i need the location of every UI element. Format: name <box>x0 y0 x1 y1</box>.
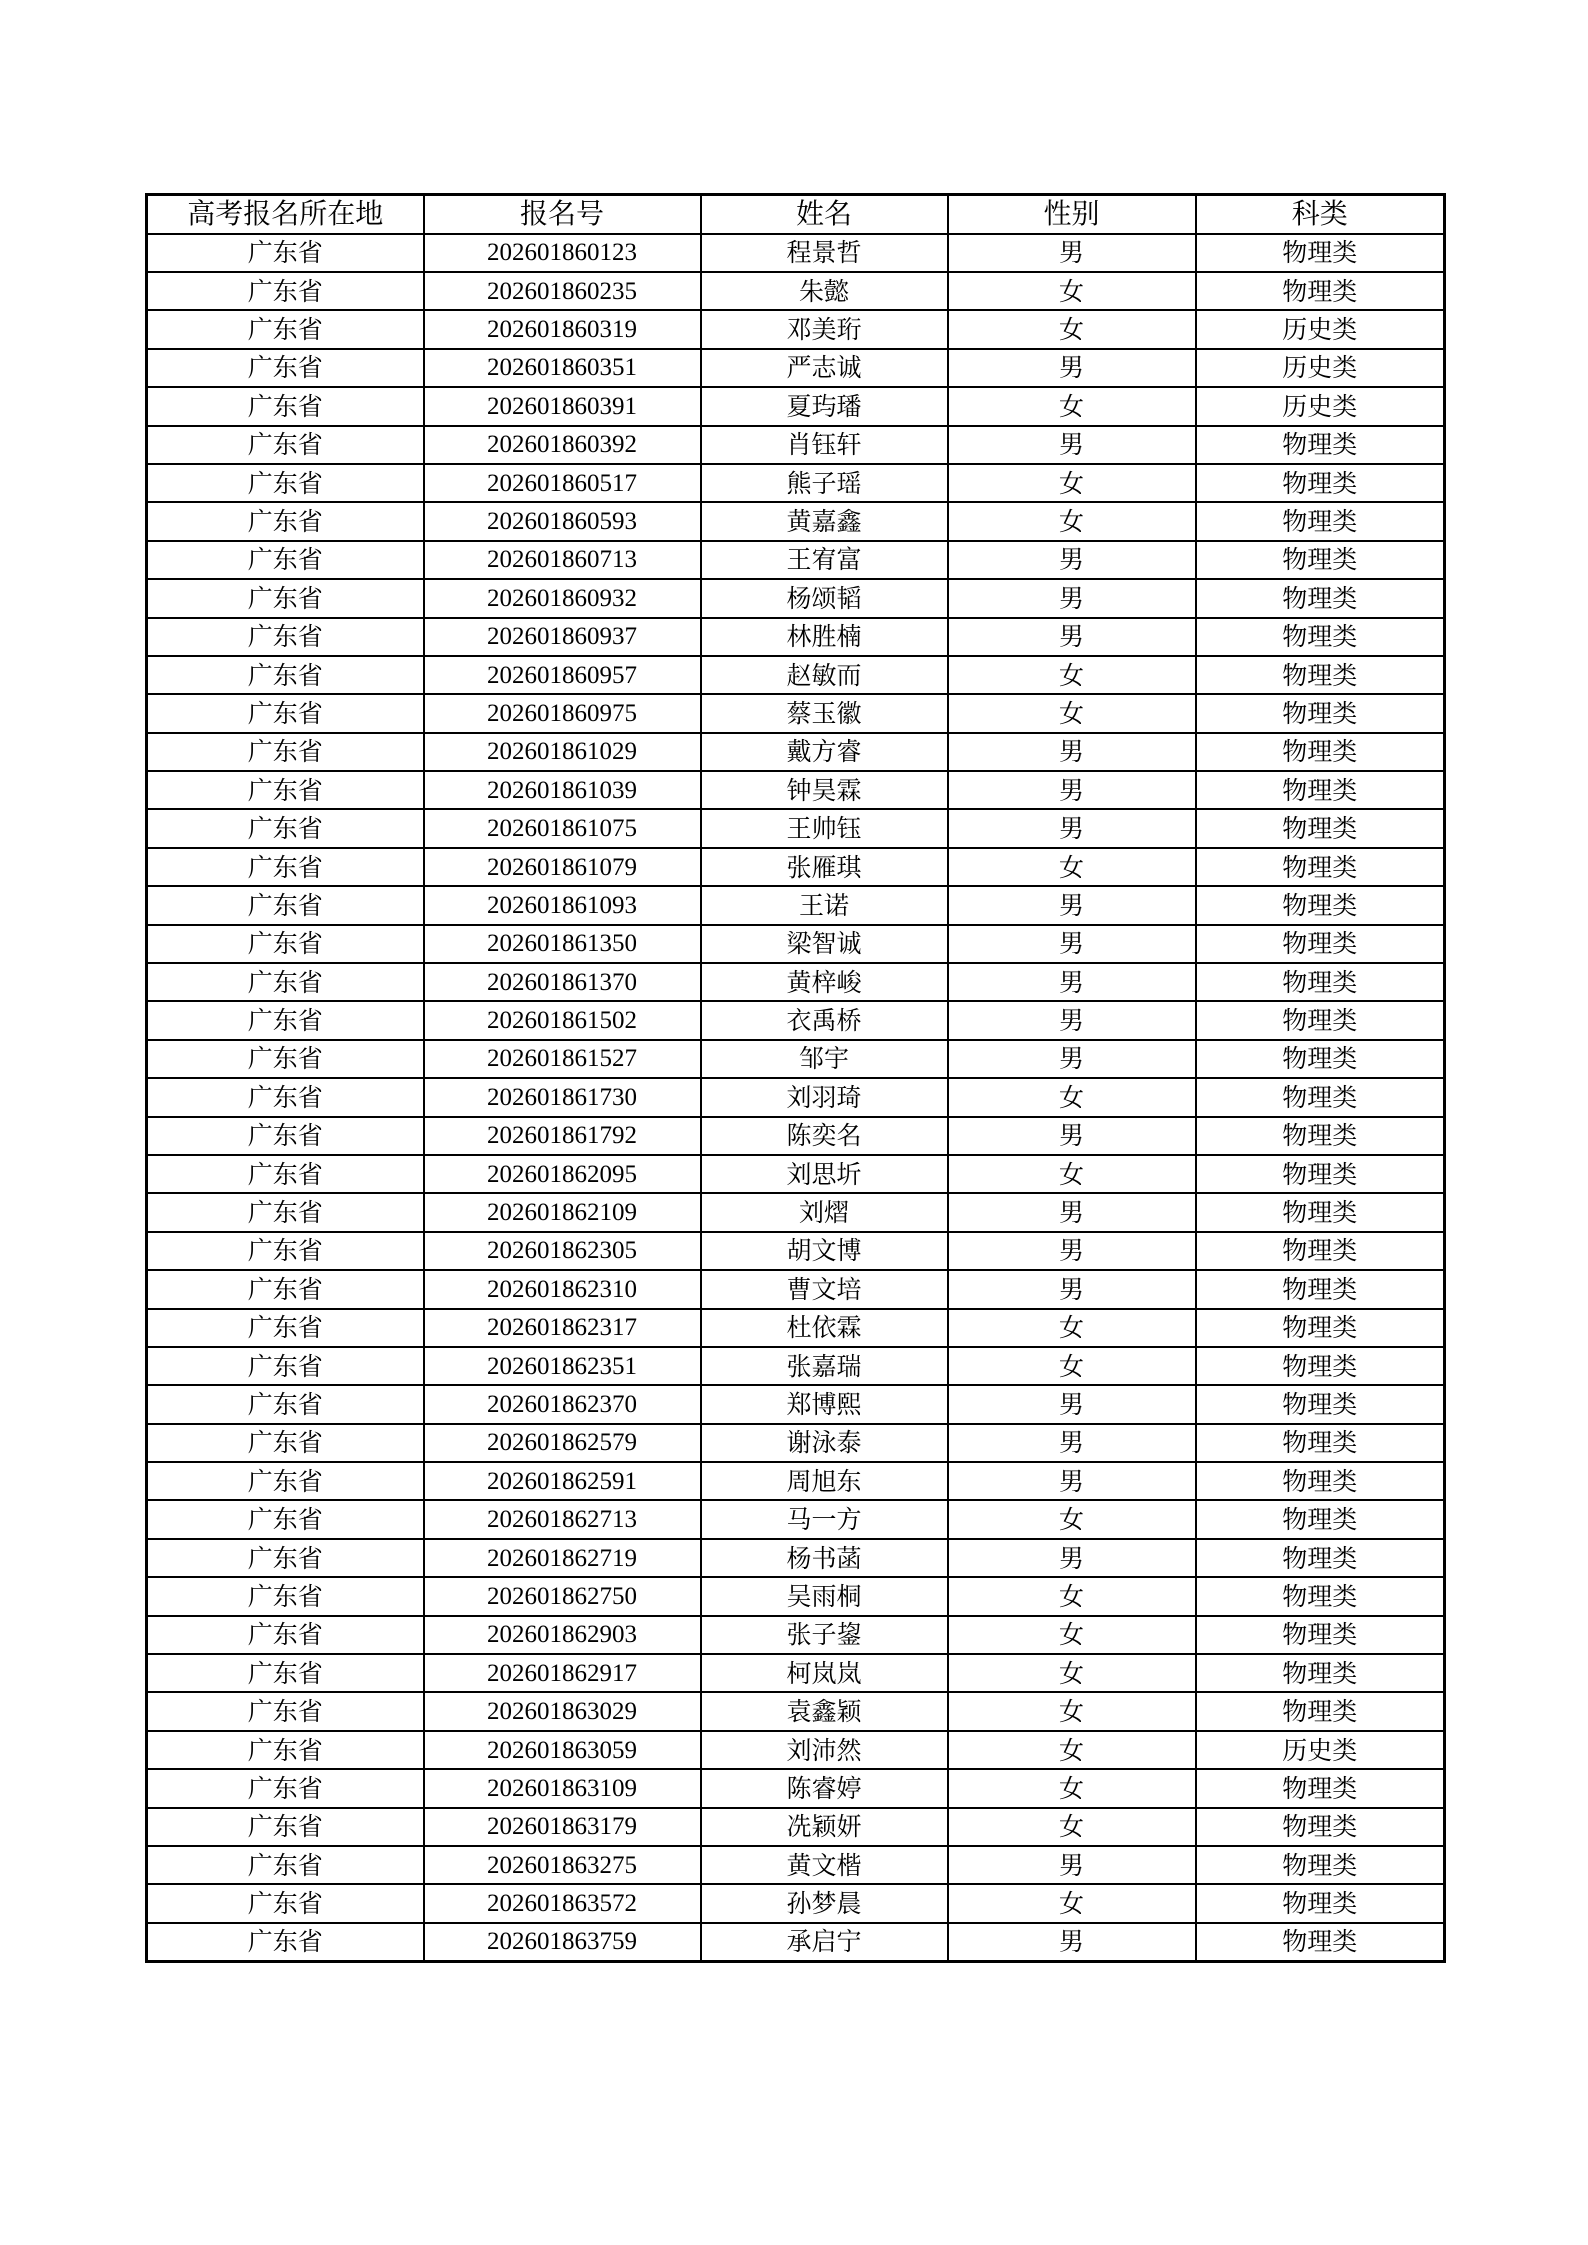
table-row <box>147 1078 1445 1116</box>
cell-registration-number: 202601861730 <box>424 1078 701 1116</box>
cell-subject-track: 物理类 <box>1196 963 1445 1001</box>
cell-gender: 男 <box>948 1117 1196 1155</box>
cell-subject-track: 物理类 <box>1196 1884 1445 1922</box>
cell-name: 孙梦晨 <box>701 1884 948 1922</box>
cell-name: 冼颖妍 <box>701 1808 948 1846</box>
table-row <box>147 426 1445 464</box>
cell-registration-number: 202601863059 <box>424 1731 701 1769</box>
cell-registration-number: 202601861079 <box>424 848 701 886</box>
cell-gender: 男 <box>948 1232 1196 1270</box>
cell-registration-number: 202601860932 <box>424 579 701 617</box>
cell-subject-track: 物理类 <box>1196 1385 1445 1423</box>
table-row <box>147 1309 1445 1347</box>
table-row <box>147 387 1445 425</box>
table-row <box>147 1232 1445 1270</box>
table-row <box>147 1270 1445 1308</box>
table-row <box>147 1616 1445 1654</box>
cell-region: 广东省 <box>147 848 424 886</box>
cell-name: 程景哲 <box>701 234 948 272</box>
cell-gender: 男 <box>948 234 1196 272</box>
cell-registration-number: 202601862095 <box>424 1155 701 1193</box>
cell-subject-track: 物理类 <box>1196 1539 1445 1577</box>
cell-region: 广东省 <box>147 1385 424 1423</box>
cell-name: 黄嘉鑫 <box>701 502 948 540</box>
cell-name: 戴方睿 <box>701 733 948 771</box>
cell-region: 广东省 <box>147 1462 424 1500</box>
cell-subject-track: 物理类 <box>1196 1232 1445 1270</box>
cell-registration-number: 202601861350 <box>424 925 701 963</box>
cell-subject-track: 物理类 <box>1196 886 1445 924</box>
cell-subject-track: 物理类 <box>1196 1193 1445 1231</box>
table-row <box>147 1117 1445 1155</box>
table-row <box>147 1347 1445 1385</box>
cell-subject-track: 物理类 <box>1196 925 1445 963</box>
table-row <box>147 1500 1445 1538</box>
table-row <box>147 1692 1445 1730</box>
cell-subject-track: 历史类 <box>1196 387 1445 425</box>
cell-registration-number: 202601862310 <box>424 1270 701 1308</box>
cell-gender: 男 <box>948 1193 1196 1231</box>
cell-subject-track: 物理类 <box>1196 694 1445 732</box>
cell-name: 王诺 <box>701 886 948 924</box>
cell-subject-track: 物理类 <box>1196 579 1445 617</box>
cell-subject-track: 物理类 <box>1196 848 1445 886</box>
table-row <box>147 541 1445 579</box>
cell-gender: 女 <box>948 1577 1196 1615</box>
cell-region: 广东省 <box>147 925 424 963</box>
cell-region: 广东省 <box>147 310 424 348</box>
cell-registration-number: 202601861093 <box>424 886 701 924</box>
cell-subject-track: 物理类 <box>1196 1347 1445 1385</box>
cell-name: 陈睿婷 <box>701 1769 948 1807</box>
table-row <box>147 809 1445 847</box>
table-row <box>147 848 1445 886</box>
cell-subject-track: 物理类 <box>1196 1846 1445 1884</box>
table-body <box>147 234 1445 1962</box>
table-row <box>147 1385 1445 1423</box>
cell-registration-number: 202601861370 <box>424 963 701 1001</box>
table-row <box>147 1001 1445 1039</box>
cell-region: 广东省 <box>147 426 424 464</box>
cell-gender: 女 <box>948 387 1196 425</box>
table-row <box>147 234 1445 272</box>
cell-registration-number: 202601862351 <box>424 1347 701 1385</box>
cell-subject-track: 物理类 <box>1196 1808 1445 1846</box>
cell-name: 衣禹桥 <box>701 1001 948 1039</box>
cell-region: 广东省 <box>147 1155 424 1193</box>
cell-name: 刘熠 <box>701 1193 948 1231</box>
cell-gender: 男 <box>948 886 1196 924</box>
cell-region: 广东省 <box>147 1001 424 1039</box>
cell-subject-track: 物理类 <box>1196 1654 1445 1692</box>
cell-gender: 男 <box>948 579 1196 617</box>
table-row <box>147 579 1445 617</box>
cell-subject-track: 物理类 <box>1196 1001 1445 1039</box>
cell-region: 广东省 <box>147 1078 424 1116</box>
cell-registration-number: 202601862579 <box>424 1424 701 1462</box>
cell-subject-track: 物理类 <box>1196 1577 1445 1615</box>
cell-region: 广东省 <box>147 1424 424 1462</box>
cell-gender: 女 <box>948 272 1196 310</box>
cell-name: 谢泳泰 <box>701 1424 948 1462</box>
cell-region: 广东省 <box>147 1500 424 1538</box>
cell-name: 夏玙璠 <box>701 387 948 425</box>
table-row <box>147 1155 1445 1193</box>
header-gender: 性别 <box>948 195 1196 234</box>
cell-region: 广东省 <box>147 1692 424 1730</box>
cell-region: 广东省 <box>147 656 424 694</box>
cell-region: 广东省 <box>147 579 424 617</box>
cell-gender: 女 <box>948 1769 1196 1807</box>
cell-name: 黄文楷 <box>701 1846 948 1884</box>
cell-region: 广东省 <box>147 694 424 732</box>
cell-region: 广东省 <box>147 963 424 1001</box>
cell-subject-track: 物理类 <box>1196 234 1445 272</box>
table-row <box>147 1884 1445 1922</box>
cell-region: 广东省 <box>147 1347 424 1385</box>
cell-region: 广东省 <box>147 387 424 425</box>
cell-registration-number: 202601862719 <box>424 1539 701 1577</box>
cell-registration-number: 202601860392 <box>424 426 701 464</box>
roster-table <box>145 193 1446 1963</box>
cell-subject-track: 物理类 <box>1196 1500 1445 1538</box>
cell-name: 曹文培 <box>701 1270 948 1308</box>
cell-gender: 女 <box>948 1616 1196 1654</box>
cell-registration-number: 202601861075 <box>424 809 701 847</box>
cell-name: 邹宇 <box>701 1040 948 1078</box>
cell-gender: 女 <box>948 848 1196 886</box>
cell-gender: 男 <box>948 1424 1196 1462</box>
cell-region: 广东省 <box>147 464 424 502</box>
cell-gender: 女 <box>948 1654 1196 1692</box>
cell-region: 广东省 <box>147 272 424 310</box>
cell-gender: 男 <box>948 1040 1196 1078</box>
cell-registration-number: 202601862917 <box>424 1654 701 1692</box>
table-row <box>147 1424 1445 1462</box>
cell-region: 广东省 <box>147 1117 424 1155</box>
cell-subject-track: 物理类 <box>1196 771 1445 809</box>
cell-registration-number: 202601860937 <box>424 618 701 656</box>
table-row <box>147 1731 1445 1769</box>
cell-subject-track: 物理类 <box>1196 464 1445 502</box>
cell-gender: 女 <box>948 1731 1196 1769</box>
cell-gender: 男 <box>948 925 1196 963</box>
cell-name: 张子鋆 <box>701 1616 948 1654</box>
cell-subject-track: 物理类 <box>1196 541 1445 579</box>
table-row <box>147 618 1445 656</box>
cell-registration-number: 202601863572 <box>424 1884 701 1922</box>
cell-registration-number: 202601863179 <box>424 1808 701 1846</box>
cell-name: 肖钰轩 <box>701 426 948 464</box>
cell-subject-track: 物理类 <box>1196 1923 1445 1962</box>
table-row <box>147 1846 1445 1884</box>
cell-registration-number: 202601862750 <box>424 1577 701 1615</box>
cell-gender: 女 <box>948 694 1196 732</box>
cell-subject-track: 物理类 <box>1196 272 1445 310</box>
cell-registration-number: 202601862109 <box>424 1193 701 1231</box>
cell-gender: 男 <box>948 1846 1196 1884</box>
cell-name: 王帅钰 <box>701 809 948 847</box>
cell-name: 黄梓峻 <box>701 963 948 1001</box>
cell-gender: 女 <box>948 464 1196 502</box>
table-row <box>147 963 1445 1001</box>
cell-gender: 女 <box>948 1078 1196 1116</box>
cell-name: 马一方 <box>701 1500 948 1538</box>
cell-gender: 男 <box>948 618 1196 656</box>
table-header <box>147 195 1445 234</box>
table-row <box>147 1923 1445 1962</box>
cell-region: 广东省 <box>147 1808 424 1846</box>
header-row <box>147 195 1445 234</box>
cell-name: 钟昊霖 <box>701 771 948 809</box>
header-name: 姓名 <box>701 195 948 234</box>
cell-registration-number: 202601860517 <box>424 464 701 502</box>
cell-name: 刘沛然 <box>701 1731 948 1769</box>
table-row <box>147 886 1445 924</box>
cell-registration-number: 202601862903 <box>424 1616 701 1654</box>
cell-registration-number: 202601860713 <box>424 541 701 579</box>
cell-region: 广东省 <box>147 1232 424 1270</box>
cell-region: 广东省 <box>147 618 424 656</box>
table-row <box>147 733 1445 771</box>
table-row <box>147 464 1445 502</box>
cell-subject-track: 物理类 <box>1196 426 1445 464</box>
cell-name: 王宥富 <box>701 541 948 579</box>
cell-name: 郑博熙 <box>701 1385 948 1423</box>
table-row <box>147 694 1445 732</box>
header-subject-track: 科类 <box>1196 195 1445 234</box>
cell-name: 陈奕名 <box>701 1117 948 1155</box>
cell-region: 广东省 <box>147 1270 424 1308</box>
cell-subject-track: 物理类 <box>1196 1155 1445 1193</box>
table-row <box>147 1539 1445 1577</box>
cell-registration-number: 202601861029 <box>424 733 701 771</box>
cell-subject-track: 物理类 <box>1196 618 1445 656</box>
cell-gender: 男 <box>948 963 1196 1001</box>
cell-subject-track: 历史类 <box>1196 310 1445 348</box>
cell-name: 蔡玉徽 <box>701 694 948 732</box>
cell-region: 广东省 <box>147 502 424 540</box>
table-row <box>147 1808 1445 1846</box>
cell-gender: 男 <box>948 1270 1196 1308</box>
table-row <box>147 502 1445 540</box>
cell-registration-number: 202601863275 <box>424 1846 701 1884</box>
cell-region: 广东省 <box>147 1040 424 1078</box>
cell-subject-track: 物理类 <box>1196 1424 1445 1462</box>
cell-name: 吴雨桐 <box>701 1577 948 1615</box>
cell-registration-number: 202601860351 <box>424 349 701 387</box>
cell-name: 承启宁 <box>701 1923 948 1962</box>
table-row <box>147 1654 1445 1692</box>
cell-subject-track: 物理类 <box>1196 809 1445 847</box>
cell-registration-number: 202601862305 <box>424 1232 701 1270</box>
cell-region: 广东省 <box>147 771 424 809</box>
cell-region: 广东省 <box>147 1539 424 1577</box>
table-row <box>147 1577 1445 1615</box>
cell-registration-number: 202601860123 <box>424 234 701 272</box>
cell-registration-number: 202601862370 <box>424 1385 701 1423</box>
table-row <box>147 310 1445 348</box>
cell-region: 广东省 <box>147 1769 424 1807</box>
cell-subject-track: 物理类 <box>1196 1309 1445 1347</box>
table-row <box>147 1769 1445 1807</box>
cell-region: 广东省 <box>147 809 424 847</box>
cell-gender: 男 <box>948 733 1196 771</box>
cell-region: 广东省 <box>147 1193 424 1231</box>
cell-region: 广东省 <box>147 1654 424 1692</box>
cell-subject-track: 物理类 <box>1196 1270 1445 1308</box>
cell-registration-number: 202601860235 <box>424 272 701 310</box>
cell-gender: 女 <box>948 1692 1196 1730</box>
cell-name: 杜依霖 <box>701 1309 948 1347</box>
cell-subject-track: 物理类 <box>1196 733 1445 771</box>
cell-subject-track: 物理类 <box>1196 1078 1445 1116</box>
cell-registration-number: 202601861792 <box>424 1117 701 1155</box>
cell-registration-number: 202601863109 <box>424 1769 701 1807</box>
cell-gender: 女 <box>948 1884 1196 1922</box>
cell-name: 刘羽琦 <box>701 1078 948 1116</box>
cell-gender: 男 <box>948 541 1196 579</box>
cell-registration-number: 202601862317 <box>424 1309 701 1347</box>
cell-subject-track: 历史类 <box>1196 1731 1445 1769</box>
cell-gender: 男 <box>948 1539 1196 1577</box>
cell-gender: 女 <box>948 1309 1196 1347</box>
cell-subject-track: 物理类 <box>1196 656 1445 694</box>
cell-region: 广东省 <box>147 1731 424 1769</box>
cell-gender: 女 <box>948 1500 1196 1538</box>
cell-name: 张雁琪 <box>701 848 948 886</box>
cell-region: 广东省 <box>147 541 424 579</box>
table-row <box>147 349 1445 387</box>
cell-region: 广东省 <box>147 1846 424 1884</box>
cell-name: 朱懿 <box>701 272 948 310</box>
cell-name: 袁鑫颖 <box>701 1692 948 1730</box>
cell-region: 广东省 <box>147 1309 424 1347</box>
cell-gender: 男 <box>948 809 1196 847</box>
cell-gender: 女 <box>948 656 1196 694</box>
cell-gender: 男 <box>948 1001 1196 1039</box>
cell-name: 熊子瑶 <box>701 464 948 502</box>
cell-name: 赵敏而 <box>701 656 948 694</box>
cell-gender: 女 <box>948 1808 1196 1846</box>
cell-registration-number: 202601860975 <box>424 694 701 732</box>
cell-region: 广东省 <box>147 1884 424 1922</box>
cell-registration-number: 202601863759 <box>424 1923 701 1962</box>
cell-gender: 男 <box>948 771 1196 809</box>
cell-subject-track: 物理类 <box>1196 1692 1445 1730</box>
cell-registration-number: 202601861502 <box>424 1001 701 1039</box>
cell-region: 广东省 <box>147 349 424 387</box>
cell-name: 梁智诚 <box>701 925 948 963</box>
cell-subject-track: 物理类 <box>1196 1117 1445 1155</box>
cell-registration-number: 202601861039 <box>424 771 701 809</box>
cell-region: 广东省 <box>147 733 424 771</box>
cell-subject-track: 物理类 <box>1196 502 1445 540</box>
cell-gender: 女 <box>948 1347 1196 1385</box>
cell-region: 广东省 <box>147 234 424 272</box>
cell-name: 周旭东 <box>701 1462 948 1500</box>
cell-gender: 女 <box>948 1155 1196 1193</box>
cell-gender: 男 <box>948 349 1196 387</box>
cell-registration-number: 202601863029 <box>424 1692 701 1730</box>
cell-name: 严志诚 <box>701 349 948 387</box>
table-row <box>147 272 1445 310</box>
cell-name: 林胜楠 <box>701 618 948 656</box>
cell-name: 张嘉瑞 <box>701 1347 948 1385</box>
cell-region: 广东省 <box>147 1577 424 1615</box>
cell-subject-track: 物理类 <box>1196 1616 1445 1654</box>
cell-region: 广东省 <box>147 1923 424 1962</box>
cell-name: 胡文博 <box>701 1232 948 1270</box>
cell-registration-number: 202601862591 <box>424 1462 701 1500</box>
cell-subject-track: 历史类 <box>1196 349 1445 387</box>
cell-registration-number: 202601860391 <box>424 387 701 425</box>
cell-gender: 男 <box>948 1385 1196 1423</box>
cell-subject-track: 物理类 <box>1196 1769 1445 1807</box>
cell-region: 广东省 <box>147 1616 424 1654</box>
table-row <box>147 925 1445 963</box>
cell-name: 杨书菡 <box>701 1539 948 1577</box>
cell-registration-number: 202601862713 <box>424 1500 701 1538</box>
cell-gender: 男 <box>948 1462 1196 1500</box>
cell-name: 邓美珩 <box>701 310 948 348</box>
cell-gender: 男 <box>948 1923 1196 1962</box>
table-row <box>147 656 1445 694</box>
cell-name: 刘思圻 <box>701 1155 948 1193</box>
cell-gender: 男 <box>948 426 1196 464</box>
table-row <box>147 771 1445 809</box>
header-region: 高考报名所在地 <box>147 195 424 234</box>
cell-registration-number: 202601860957 <box>424 656 701 694</box>
cell-registration-number: 202601860593 <box>424 502 701 540</box>
header-registration-number: 报名号 <box>424 195 701 234</box>
cell-registration-number: 202601860319 <box>424 310 701 348</box>
cell-subject-track: 物理类 <box>1196 1040 1445 1078</box>
cell-name: 杨颂韬 <box>701 579 948 617</box>
table-row <box>147 1462 1445 1500</box>
cell-gender: 女 <box>948 502 1196 540</box>
table-row <box>147 1040 1445 1078</box>
cell-region: 广东省 <box>147 886 424 924</box>
table-row <box>147 1193 1445 1231</box>
cell-subject-track: 物理类 <box>1196 1462 1445 1500</box>
cell-name: 柯岚岚 <box>701 1654 948 1692</box>
cell-registration-number: 202601861527 <box>424 1040 701 1078</box>
cell-gender: 女 <box>948 310 1196 348</box>
